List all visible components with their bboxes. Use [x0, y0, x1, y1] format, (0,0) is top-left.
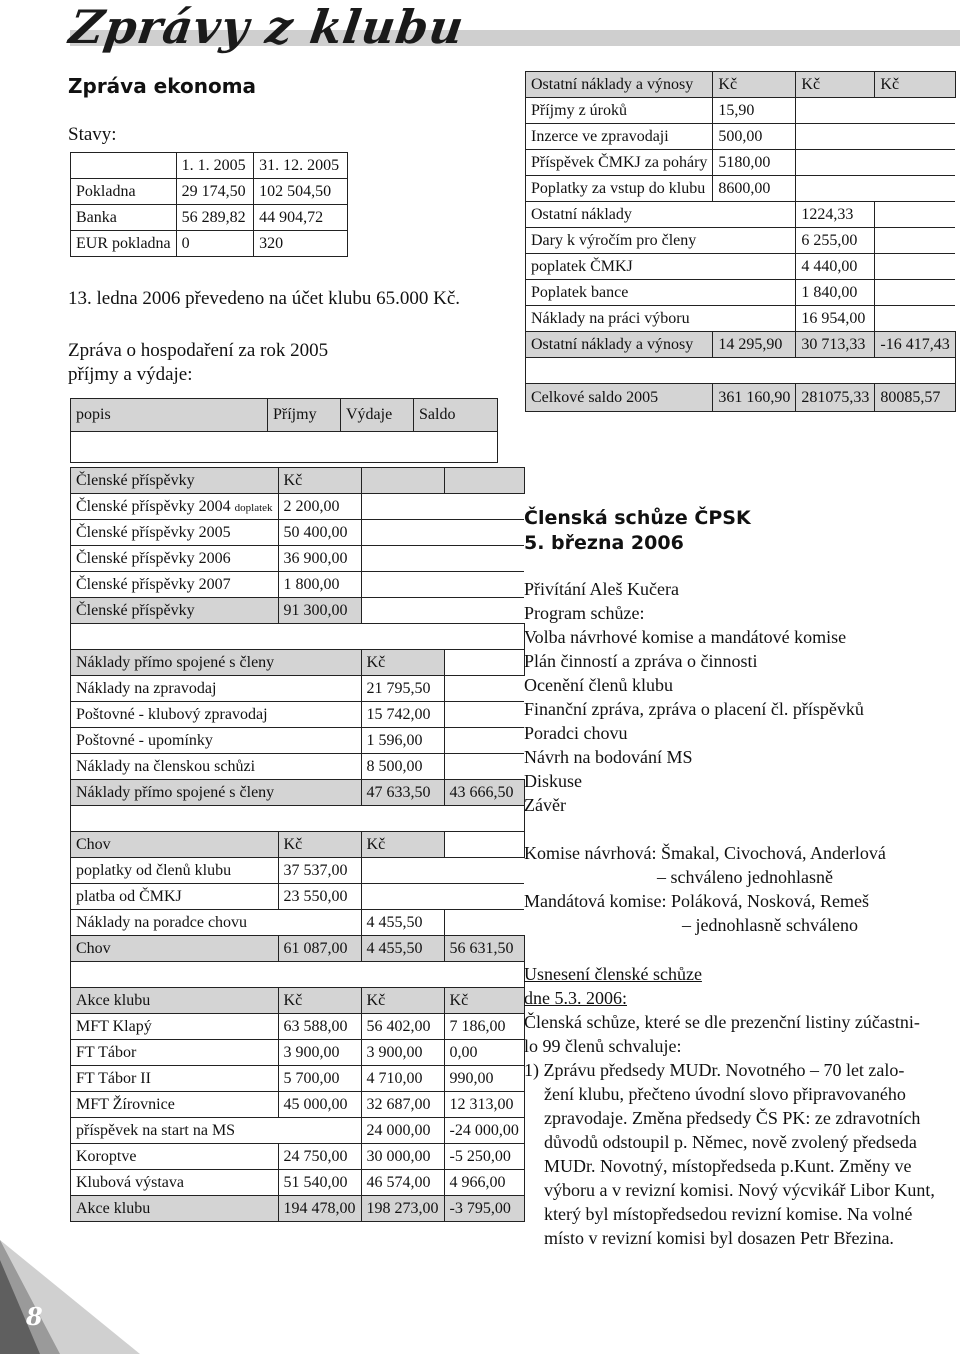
table-row [526, 124, 956, 150]
meeting-heading-1: Členská schůze ČPSK [524, 507, 751, 529]
members-header [71, 468, 525, 494]
cell: Ostatní náklady a výnosy [526, 72, 713, 98]
table-row [71, 1014, 525, 1040]
cell: Ostatní náklady a výnosy [526, 332, 713, 358]
cell: 3 900,00 [361, 1040, 444, 1066]
cell: 5 700,00 [278, 1066, 361, 1092]
spacer-cell [71, 432, 498, 463]
table-row [71, 1170, 525, 1196]
cell: 47 633,50 [361, 780, 444, 806]
cell: Kč [796, 72, 875, 98]
cell: 21 795,50 [361, 676, 444, 702]
table-row [71, 1092, 525, 1118]
cell: 1 596,00 [361, 728, 444, 754]
table-row [526, 202, 956, 228]
cell: 7 186,00 [444, 1014, 524, 1040]
cell [361, 468, 444, 494]
cell: Banka [71, 205, 177, 231]
page-corner-decoration [0, 1240, 140, 1354]
cell: 500,00 [713, 124, 796, 150]
cell: Dary k výročím pro členy [526, 228, 796, 254]
list-item: Volba návrhové komise a mandátové komise [524, 627, 847, 647]
list-item: Ocenění členů klubu [524, 675, 673, 695]
events-total [71, 1196, 525, 1222]
resolution-body-2: lo 99 členů schvaluje: [524, 1036, 682, 1056]
states-table [70, 152, 348, 257]
cell: 3 900,00 [278, 1040, 361, 1066]
cell: Příjmy z úroků [526, 98, 713, 124]
table-row [71, 754, 525, 780]
cell: Kč [278, 832, 361, 858]
cell: -24 000,00 [444, 1118, 524, 1144]
table-row [526, 150, 956, 176]
cell [875, 280, 955, 306]
cell: -16 417,43 [875, 332, 955, 358]
cell: 50 400,00 [278, 520, 361, 546]
expenses-table [70, 467, 525, 1222]
table-row [71, 520, 525, 546]
table-row [71, 494, 525, 520]
cell: 24 750,00 [278, 1144, 361, 1170]
cell: -3 795,00 [444, 1196, 524, 1222]
list-item: Přivítání Aleš Kučera [524, 579, 679, 599]
table-row [71, 676, 525, 702]
cell [444, 676, 524, 702]
table-row [71, 910, 525, 936]
states-label: Stavy: [68, 124, 117, 145]
states-col-0 [71, 153, 177, 179]
cell: Kč [361, 988, 444, 1014]
page-number: 8 [26, 1302, 43, 1331]
cell: 1 800,00 [278, 572, 361, 598]
breeding-total [71, 936, 525, 962]
cell: platba od ČMKJ [71, 884, 279, 910]
cell: 0 [176, 231, 253, 257]
table-row [71, 858, 525, 884]
resolution-item-line: místo v revizní komisi byl dosazen Petr Březina. [544, 1228, 894, 1248]
cell: 990,00 [444, 1066, 524, 1092]
cell: Náklady na poradce chovu [71, 910, 362, 936]
cell [361, 884, 524, 910]
commission-2-result: – jednohlasně schváleno [682, 915, 858, 935]
list-item: Poradci chovu [524, 723, 628, 743]
table-row [71, 231, 348, 257]
table-row [71, 572, 525, 598]
cell: 320 [254, 231, 348, 257]
cell: 4 966,00 [444, 1170, 524, 1196]
cell: Poplatky za vstup do klubu [526, 176, 713, 202]
cell: 12 313,00 [444, 1092, 524, 1118]
cell: Poplatek bance [526, 280, 796, 306]
cell [361, 858, 524, 884]
cell: 15 742,00 [361, 702, 444, 728]
cell [444, 650, 524, 676]
cell [796, 150, 955, 176]
resolution-item-line: zpravodaje. Změna předsedy ČS PK: ze zdravotních [544, 1108, 921, 1128]
commission-2: Mandátová komise: Poláková, Nosková, Remeš [524, 891, 869, 911]
resolution-body-1: Členská schůze, které se dle prezenční listiny zúčastni- [524, 1012, 920, 1032]
member-costs-total [71, 780, 525, 806]
cell: 0,00 [444, 1040, 524, 1066]
cell: MFT Žírovnice [71, 1092, 279, 1118]
transfer-note: 13. ledna 2006 převedeno na účet klubu 65.000 Kč. [68, 288, 461, 309]
cell: Poštovné - klubový zpravodaj [71, 702, 362, 728]
cell-text: Členské příspěvky 2004 [76, 497, 231, 515]
cell: MFT Klapý [71, 1014, 279, 1040]
resolution [524, 962, 956, 1250]
list-item: Návrh na bodování MS [524, 747, 693, 767]
cell: 8 500,00 [361, 754, 444, 780]
cell [361, 598, 524, 624]
cell: FT Tábor II [71, 1066, 279, 1092]
cell: Členské příspěvky 2005 [71, 520, 279, 546]
cell [444, 754, 524, 780]
resolution-item-line: MUDr. Novotný, místopředseda p.Kunt. Změny ve [544, 1156, 912, 1176]
cell [361, 546, 524, 572]
page-title: Zprávy z klubu [66, 0, 468, 54]
cell: Náklady na zpravodaj [71, 676, 362, 702]
cell: Náklady přímo spojené s členy [71, 650, 362, 676]
cell: Inzerce ve zpravodaji [526, 124, 713, 150]
states-col-2: 31. 12. 2005 [254, 153, 348, 179]
cell: poplatky od členů klubu [71, 858, 279, 884]
other-total [526, 332, 956, 358]
cell [444, 728, 524, 754]
cell: Příjmy [268, 399, 341, 432]
cell: Klubová výstava [71, 1170, 279, 1196]
resolution-item-line: který byl místopředsedou revizní komise. Na volné [544, 1204, 913, 1224]
cell: Kč [875, 72, 955, 98]
commissions [524, 841, 954, 937]
cell: 2 200,00 [278, 494, 361, 520]
cell [361, 494, 524, 520]
cell: Členské příspěvky [71, 598, 279, 624]
cell: Náklady přímo spojené s členy [71, 780, 362, 806]
table-row [71, 728, 525, 754]
cell: Náklady na práci výboru [526, 306, 796, 332]
cell: Kč [278, 988, 361, 1014]
meeting-heading-2: 5. března 2006 [524, 532, 684, 554]
resolution-item-line: výboru a v revizní komisi. Nový výcvikář Libor Kunt, [544, 1180, 935, 1200]
cell: Chov [71, 832, 279, 858]
cell: 56 631,50 [444, 936, 524, 962]
cell [444, 832, 524, 858]
cell: Členské příspěvky 2006 [71, 546, 279, 572]
cell: EUR pokladna [71, 231, 177, 257]
cell: 51 540,00 [278, 1170, 361, 1196]
resolution-item-line: žení klubu, přečteno úvodní slovo připravovaného [544, 1084, 906, 1104]
cell: Kč [361, 832, 444, 858]
resolution-item-line: 1) Zprávu předsedy MUDr. Novotného – 70 let zalo- [524, 1060, 905, 1080]
cell: Akce klubu [71, 988, 279, 1014]
cell: -5 250,00 [444, 1144, 524, 1170]
table-row [526, 254, 956, 280]
cell [875, 202, 955, 228]
cell [71, 494, 279, 520]
summary-table [70, 398, 498, 463]
cell: Kč [278, 468, 361, 494]
cell: 4 455,50 [361, 910, 444, 936]
table-row [71, 1118, 525, 1144]
cell: 56 289,82 [176, 205, 253, 231]
cell [444, 910, 524, 936]
cell: 36 900,00 [278, 546, 361, 572]
cell: 45 000,00 [278, 1092, 361, 1118]
spacer-cell [526, 358, 956, 384]
cell: Koroptve [71, 1144, 279, 1170]
table-row [71, 884, 525, 910]
cell: 80085,57 [875, 384, 955, 412]
report-heading-2: příjmy a výdaje: [68, 364, 193, 385]
grand-total [526, 384, 956, 412]
table-row [71, 1040, 525, 1066]
table-row [526, 306, 956, 332]
states-col-1: 1. 1. 2005 [176, 153, 253, 179]
table-row [71, 205, 348, 231]
cell: 1224,33 [796, 202, 875, 228]
other-table [525, 71, 956, 412]
resolution-item-line: důvodů odstoupil p. Němec, nově zvolený předseda [544, 1132, 917, 1152]
resolution-heading-1: Usnesení členské schůze [524, 964, 702, 984]
cell: popis [71, 399, 268, 432]
cell [444, 468, 524, 494]
table-row [71, 546, 525, 572]
cell: Poštovné - upomínky [71, 728, 362, 754]
list-item: Závěr [524, 795, 566, 815]
cell: 6 255,00 [796, 228, 875, 254]
cell: Náklady na členskou schůzi [71, 754, 362, 780]
cell: Saldo [414, 399, 498, 432]
cell: 14 295,90 [713, 332, 796, 358]
list-item: Program schůze: [524, 603, 645, 623]
table-row [526, 228, 956, 254]
list-item: Plán činností a zpráva o činnosti [524, 651, 758, 671]
cell [444, 702, 524, 728]
cell: 8600,00 [713, 176, 796, 202]
cell [361, 572, 524, 598]
cell [361, 520, 524, 546]
cell: 4 440,00 [796, 254, 875, 280]
cell: 281075,33 [796, 384, 875, 412]
cell: 23 550,00 [278, 884, 361, 910]
spacer-cell [71, 624, 525, 650]
table-row [526, 280, 956, 306]
economist-heading: Zpráva ekonoma [68, 74, 257, 98]
cell: 63 588,00 [278, 1014, 361, 1040]
cell: 56 402,00 [361, 1014, 444, 1040]
cell: 194 478,00 [278, 1196, 361, 1222]
cell: Členské příspěvky [71, 468, 279, 494]
other-header [526, 72, 956, 98]
table-row [71, 1144, 525, 1170]
table-row [71, 179, 348, 205]
cell: příspěvek na start na MS [71, 1118, 362, 1144]
members-total [71, 598, 525, 624]
breeding-header [71, 832, 525, 858]
cell: 32 687,00 [361, 1092, 444, 1118]
cell: 43 666,50 [444, 780, 524, 806]
cell: 24 000,00 [361, 1118, 444, 1144]
cell: Pokladna [71, 179, 177, 205]
cell: 361 160,90 [713, 384, 796, 412]
cell: poplatek ČMKJ [526, 254, 796, 280]
cell: 37 537,00 [278, 858, 361, 884]
table-row [71, 1066, 525, 1092]
cell: Ostatní náklady [526, 202, 796, 228]
cell: Kč [713, 72, 796, 98]
cell: 5180,00 [713, 150, 796, 176]
cell: Celkové saldo 2005 [526, 384, 713, 412]
member-costs-header [71, 650, 525, 676]
cell: 61 087,00 [278, 936, 361, 962]
cell: FT Tábor [71, 1040, 279, 1066]
cell: 46 574,00 [361, 1170, 444, 1196]
cell: 44 904,72 [254, 205, 348, 231]
spacer-cell [71, 962, 525, 988]
cell: Kč [361, 650, 444, 676]
cell [796, 124, 955, 150]
cell: 102 504,50 [254, 179, 348, 205]
events-header [71, 988, 525, 1014]
cell: 30 713,33 [796, 332, 875, 358]
cell: 15,90 [713, 98, 796, 124]
spacer-cell [71, 806, 525, 832]
cell: Členské příspěvky 2007 [71, 572, 279, 598]
commission-1: Komise návrhová: Šmakal, Civochová, Anderlová [524, 843, 886, 863]
list-item: Finanční zpráva, zpráva o placení čl. příspěvků [524, 699, 864, 719]
cell: Kč [444, 988, 524, 1014]
cell [796, 98, 955, 124]
cell [796, 176, 955, 202]
cell: 16 954,00 [796, 306, 875, 332]
cell: 198 273,00 [361, 1196, 444, 1222]
cell: 30 000,00 [361, 1144, 444, 1170]
table-row [71, 702, 525, 728]
meeting-heading [524, 506, 751, 556]
cell: 4 710,00 [361, 1066, 444, 1092]
cell: Příspěvek ČMKJ za poháry [526, 150, 713, 176]
cell: Výdaje [341, 399, 414, 432]
commission-1-result: – schváleno jednohlasně [657, 867, 833, 887]
cell-note: doplatek [234, 501, 273, 514]
resolution-heading-2: dne 5.3. 2006: [524, 988, 627, 1008]
cell: 1 840,00 [796, 280, 875, 306]
cell: 4 455,50 [361, 936, 444, 962]
cell [875, 306, 955, 332]
table-row [526, 176, 956, 202]
meeting-agenda [524, 577, 954, 817]
table-row [526, 98, 956, 124]
cell [875, 228, 955, 254]
cell: Akce klubu [71, 1196, 279, 1222]
cell: 29 174,50 [176, 179, 253, 205]
list-item: Diskuse [524, 771, 582, 791]
cell: 91 300,00 [278, 598, 361, 624]
report-heading-1: Zpráva o hospodaření za rok 2005 [68, 340, 329, 361]
cell: Chov [71, 936, 279, 962]
cell [875, 254, 955, 280]
